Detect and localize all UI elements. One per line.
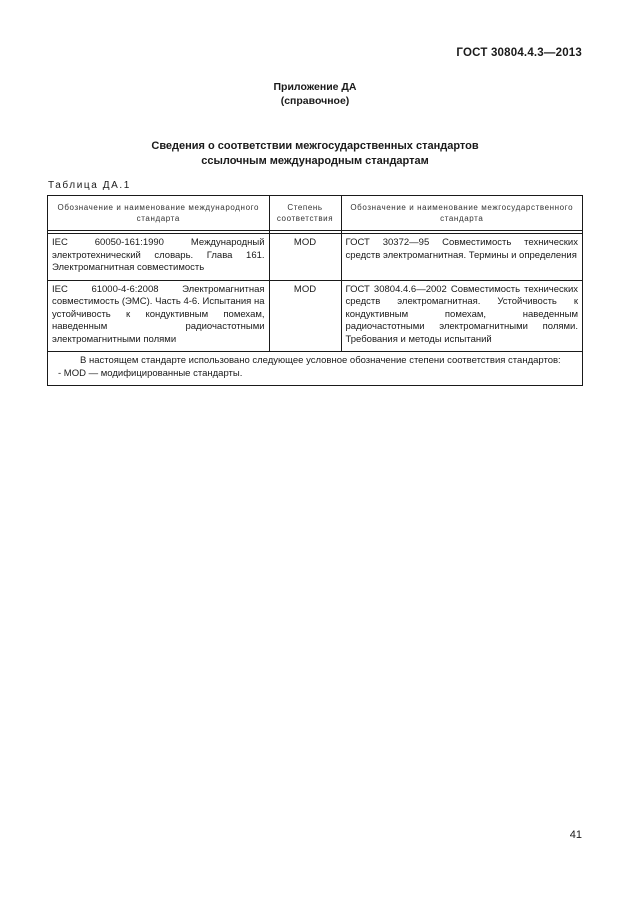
section-heading (0, 139, 630, 169)
cell-degree: MOD (269, 280, 341, 352)
correspondence-table (47, 195, 583, 386)
table-row (48, 280, 583, 352)
cell-international-standard: IEC 61000-4-6:2008 Электромагнитная совместимость (ЭМС). Часть 4-6. Испытания на устойчивость к кондуктивным помехам, наведенным радиочастотными электромагнитными полями (48, 280, 270, 352)
table-row (48, 234, 583, 281)
column-header-international: Обозначение и наименование международного стандарта (48, 196, 270, 231)
cell-international-standard: IEC 60050-161:1990 Международный электротехнический словарь. Глава 161. Электромагнитная совместимость (48, 234, 270, 281)
cell-interstate-standard: ГОСТ 30804.4.6—2002 Совместимость технических средств электромагнитная. Устойчивость к кондуктивным помехам, наведенным радиочастотными электромагнитными полями. Требования и методы испытаний (341, 280, 583, 352)
document-code: ГОСТ 30804.4.3—2013 (456, 47, 582, 59)
note-legend: - MOD — модифицированные стандарты. (58, 367, 243, 379)
table-note (48, 352, 583, 386)
note-text: В настоящем стандарте использовано следующее условное обозначение степени соответствия стандартов: (80, 355, 561, 366)
annex-header (0, 80, 630, 108)
table-caption: Таблица ДА.1 (48, 180, 131, 191)
section-heading-line1: Сведения о соответствии межгосударственных стандартов (151, 140, 479, 152)
annex-title: Приложение ДА (273, 81, 357, 93)
cell-interstate-standard: ГОСТ 30372—95 Совместимость технических средств электромагнитная. Термины и определения (341, 234, 583, 281)
section-heading-line2: ссылочным международным стандартам (201, 155, 429, 167)
column-header-degree: Степень соответствия (269, 196, 341, 231)
table-note-row (48, 352, 583, 386)
cell-degree: MOD (269, 234, 341, 281)
page-number: 41 (569, 829, 582, 841)
table-header-row (48, 196, 583, 231)
annex-subtitle: (справочное) (280, 95, 350, 107)
column-header-interstate: Обозначение и наименование межгосударственного стандарта (341, 196, 583, 231)
